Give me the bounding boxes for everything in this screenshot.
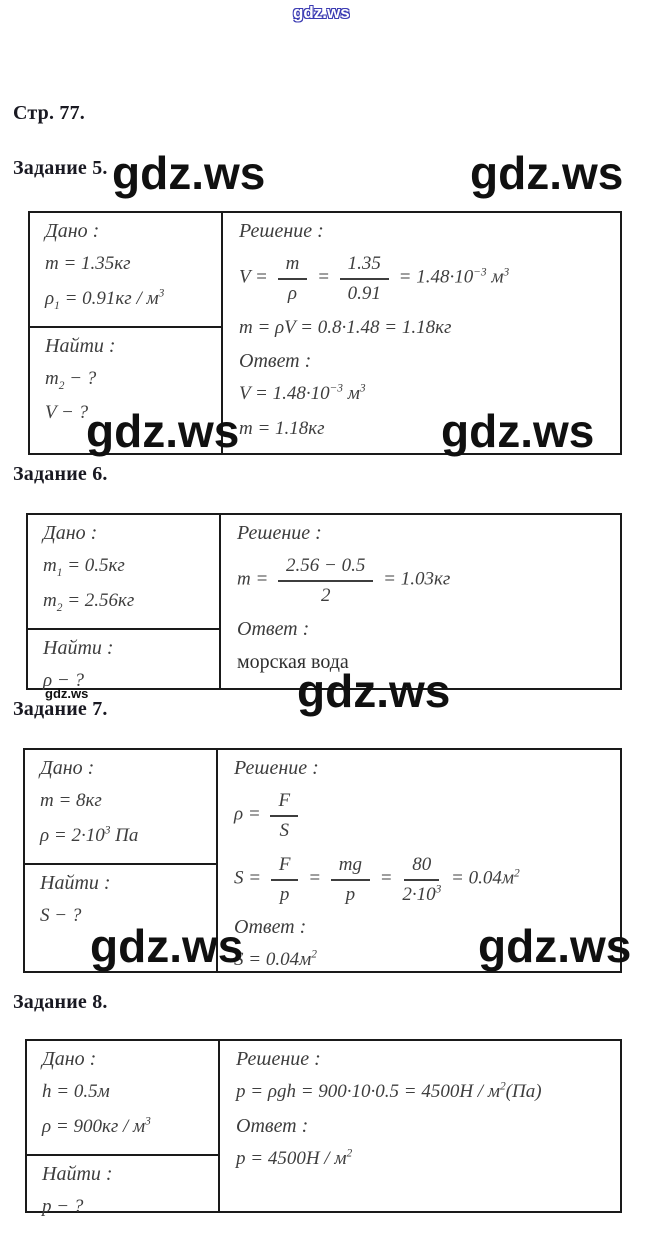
- dano-label: Дано :: [43, 522, 209, 545]
- watermark: gdz.ws: [478, 923, 631, 969]
- dano-label: Дано :: [42, 1048, 208, 1071]
- solution-cell: [220, 1041, 620, 1211]
- formula-line: ρ − ?: [43, 669, 209, 693]
- dano-cell: [25, 750, 216, 863]
- solution-table-8: [25, 1039, 622, 1213]
- answer-label: Ответ :: [239, 350, 610, 373]
- formula-line: V = $\frac{m}{\rho}$ = $\frac{1.35}{0.91}$ = $1.48\cdot 10^{-3}$ $м^3$: [239, 252, 610, 305]
- solution-rows: [239, 252, 610, 339]
- solution-label: Решение :: [236, 1048, 610, 1071]
- solution-cell: [221, 515, 620, 688]
- fraction: $\frac{mg}{p}$: [331, 853, 370, 906]
- given-column: [28, 515, 221, 688]
- solution-label: Решение :: [234, 757, 610, 780]
- dano-rows: [40, 789, 206, 848]
- formula-line: $\rho = 2\cdot 10^3$ Па: [40, 824, 206, 848]
- watermark: gdz.ws: [441, 408, 594, 454]
- nayti-label: Найти :: [43, 637, 209, 660]
- solution-rows: [236, 1080, 610, 1104]
- given-column: [27, 1041, 220, 1211]
- fraction: $\frac{80}{2\cdot 10^3}$: [402, 853, 441, 906]
- formula-line: h = 0.5м: [42, 1080, 208, 1104]
- formula-line: $p = \rho gh = 900\cdot 10\cdot 0.5 = 4500Н / м^2(Па)$: [236, 1080, 610, 1104]
- formula-line: S = $\frac{F}{p}$ = $\frac{mg}{p}$ = $\frac{80}{2\cdot 10^3}$ = $0.04м^2$: [234, 853, 610, 906]
- fraction: $\frac{F}{S}$: [270, 789, 298, 842]
- formula-line: S − ?: [40, 904, 206, 928]
- formula-line: $m_2 = 2.56кг$: [43, 589, 209, 613]
- answer-label: Ответ :: [237, 618, 610, 641]
- watermark: gdz.ws: [45, 687, 88, 700]
- formula-line: m = 1.35кг: [45, 252, 211, 276]
- watermark: gdz.ws: [470, 150, 623, 196]
- formula-line: $S = 0.04м^2$: [234, 948, 610, 972]
- page-header: Стр. 77.: [13, 102, 85, 125]
- solution-label: Решение :: [239, 220, 610, 243]
- fraction: $\frac{2.56 - 0.5}{2}$: [278, 554, 373, 607]
- formula-line: $m_1 = 0.5кг$: [43, 554, 209, 578]
- dano-label: Дано :: [40, 757, 206, 780]
- answer-rows: [236, 1147, 610, 1171]
- fraction: $\frac{m}{\rho}$: [278, 252, 308, 305]
- solution-rows: [234, 789, 610, 905]
- task-6-title: Задание 6.: [13, 463, 108, 486]
- formula-line: морская вода: [237, 650, 610, 675]
- watermark: gdz.ws: [297, 668, 450, 714]
- formula-line: p − ?: [42, 1195, 208, 1219]
- solution-table-6: [26, 513, 622, 690]
- formula-line: m = ρV = 0.8·1.48 = 1.18кг: [239, 316, 610, 340]
- formula-line: $\rho = 900кг / м^3$: [42, 1115, 208, 1139]
- formula-line: ρ = $\frac{F}{S}$: [234, 789, 610, 842]
- solution-rows: [237, 554, 610, 607]
- formula-line: m = 8кг: [40, 789, 206, 813]
- dano-rows: [45, 252, 211, 311]
- answer-label: Ответ :: [236, 1115, 610, 1138]
- formula-line: V − ?: [45, 401, 211, 425]
- dano-rows: [43, 554, 209, 613]
- nayti-label: Найти :: [40, 872, 206, 895]
- formula-line: $p = 4500Н / м^2$: [236, 1147, 610, 1171]
- dano-label: Дано :: [45, 220, 211, 243]
- solution-label: Решение :: [237, 522, 610, 545]
- nayti-label: Найти :: [42, 1163, 208, 1186]
- answer-label: Ответ :: [234, 916, 610, 939]
- nayti-label: Найти :: [45, 335, 211, 358]
- task-7-title: Задание 7.: [13, 698, 108, 721]
- dano-cell: [27, 1041, 218, 1154]
- nayti-rows: [42, 1195, 208, 1219]
- task-5-title: Задание 5.: [13, 157, 108, 180]
- nayti-cell: [27, 1154, 218, 1233]
- formula-line: $\rho_1 = 0.91кг / м^3$: [45, 287, 211, 311]
- dano-cell: [28, 515, 219, 628]
- outlined-watermark: gdz.ws: [293, 4, 350, 21]
- dano-rows: [42, 1080, 208, 1139]
- fraction: $\frac{F}{p}$: [271, 853, 299, 906]
- watermark: gdz.ws: [90, 923, 243, 969]
- dano-cell: [30, 213, 221, 326]
- formula-line: $m_2$ − ?: [45, 367, 211, 391]
- task-8-title: Задание 8.: [13, 991, 108, 1014]
- watermark: gdz.ws: [86, 408, 239, 454]
- formula-line: $V = 1.48\cdot 10^{-3}$ $м^3$: [239, 382, 610, 406]
- formula-line: m = 1.18кг: [239, 417, 610, 441]
- watermark: gdz.ws: [112, 150, 265, 196]
- fraction: $\frac{1.35}{0.91}$: [340, 252, 389, 305]
- formula-line: m = $\frac{2.56 - 0.5}{2}$ = 1.03кг: [237, 554, 610, 607]
